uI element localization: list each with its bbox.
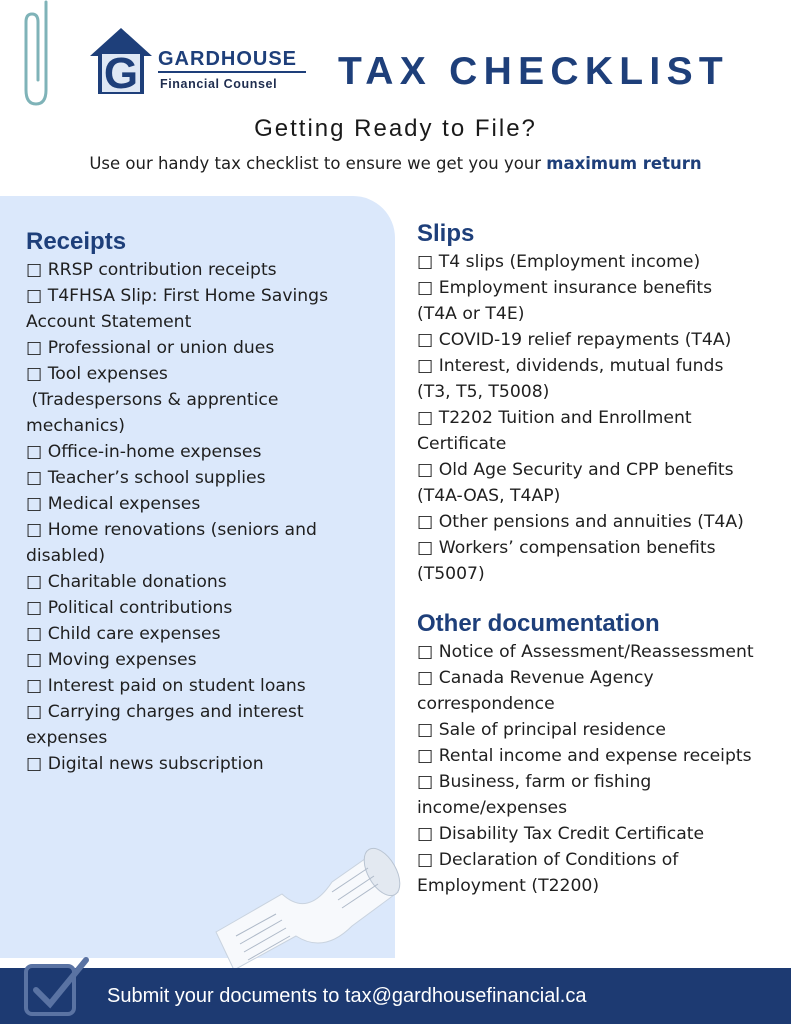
checkbox-glyph: □ (417, 824, 434, 844)
checkbox-glyph: □ (26, 676, 43, 696)
logo-letter: G (103, 49, 139, 96)
checkbox-glyph: □ (26, 494, 43, 514)
page-title: TAX CHECKLIST (338, 50, 730, 93)
checkbox-glyph: □ (417, 460, 434, 480)
checkbox-glyph: □ (417, 772, 434, 792)
paperclip-icon (16, 0, 56, 112)
checklist-item-text: Carrying charges and interest expenses (26, 702, 304, 748)
checklist-item-text: Declaration of Conditions of Employment (T2200) (417, 850, 679, 896)
checklist-item-text: Moving expenses (47, 650, 197, 670)
checklist-item-text: Office-in-home expenses (47, 442, 262, 462)
checkbox-glyph: □ (26, 702, 43, 722)
checklist-item (417, 821, 785, 847)
checklist-item (26, 439, 386, 465)
checklist-item-text: Tool expenses (Tradespersons & apprentice mechanics) (26, 364, 279, 436)
checklist-item (26, 491, 386, 517)
checkbox-glyph: □ (417, 668, 434, 688)
checkbox-glyph: □ (417, 746, 434, 766)
checklist-item (417, 717, 785, 743)
checklist-item-text: RRSP contribution receipts (47, 260, 277, 280)
house-logo-icon (88, 24, 154, 96)
checklist-item (417, 249, 785, 275)
checklist-item (26, 361, 386, 439)
intro-emphasis: maximum return (546, 154, 702, 173)
checkbox-glyph: □ (26, 598, 43, 618)
checkbox-glyph: □ (26, 468, 43, 488)
checkbox-glyph: □ (417, 330, 434, 350)
checkbox-glyph: □ (417, 252, 434, 272)
intro-lead: Use our handy tax checklist to ensure we get you your (89, 154, 547, 173)
checklist-item (26, 647, 386, 673)
checklist-item (417, 353, 785, 405)
checklist-item (26, 595, 386, 621)
checkbox-check-icon (20, 952, 92, 1020)
checklist-item-text: T4FHSA Slip: First Home Savings Account Statement (26, 286, 329, 332)
receipts-heading: Receipts (26, 228, 127, 255)
checkbox-glyph: □ (26, 754, 43, 774)
checkbox-glyph: □ (26, 260, 43, 280)
checklist-item (26, 699, 386, 751)
checkbox-glyph: □ (417, 278, 434, 298)
checklist-item (417, 847, 785, 899)
checklist-item-text: Notice of Assessment/Reassessment (438, 642, 754, 662)
checklist-item-text: T4 slips (Employment income) (438, 252, 701, 272)
receipt-roll-illustration (212, 832, 402, 972)
checklist-item (26, 517, 386, 569)
checklist-item (26, 569, 386, 595)
checklist-item (417, 639, 785, 665)
slips-list (417, 249, 785, 587)
checkbox-glyph: □ (417, 538, 434, 558)
other-documentation-list (417, 639, 785, 899)
brand-name: GARDHOUSE (158, 48, 306, 73)
checklist-item-text: Canada Revenue Agency correspondence (417, 668, 654, 714)
checklist-item (26, 751, 386, 777)
other-documentation-heading: Other documentation (417, 610, 660, 637)
checkbox-glyph: □ (417, 720, 434, 740)
checklist-item-text: Disability Tax Credit Certificate (438, 824, 705, 844)
checklist-item-text: Workers’ compensation benefits (T5007) (417, 538, 716, 584)
right-column (417, 219, 785, 899)
checklist-item (417, 327, 785, 353)
checklist-item (417, 769, 785, 821)
checklist-item-text: Sale of principal residence (438, 720, 666, 740)
checkbox-glyph: □ (26, 650, 43, 670)
checklist-item (417, 275, 785, 327)
checkbox-glyph: □ (26, 338, 43, 358)
checklist-item (417, 457, 785, 509)
checkbox-glyph: □ (26, 286, 43, 306)
checkbox-glyph: □ (417, 850, 434, 870)
checklist-item-text: Political contributions (47, 598, 233, 618)
checklist-item-text: Professional or union dues (47, 338, 275, 358)
checklist-item (26, 283, 386, 335)
checkbox-glyph: □ (26, 364, 43, 384)
checklist-item (417, 509, 785, 535)
checklist-item-text: Old Age Security and CPP benefits (T4A-OAS, T4AP) (417, 460, 734, 506)
checklist-item (417, 535, 785, 587)
checkbox-glyph: □ (26, 520, 43, 540)
checklist-item-text: Charitable donations (47, 572, 227, 592)
checklist-item-text: Child care expenses (47, 624, 221, 644)
checklist-item (26, 621, 386, 647)
receipts-section (26, 227, 386, 777)
checklist-item-text: Rental income and expense receipts (438, 746, 752, 766)
checklist-item-text: Other pensions and annuities (T4A) (438, 512, 744, 532)
checkbox-glyph: □ (26, 624, 43, 644)
checklist-item-text: Medical expenses (47, 494, 201, 514)
checklist-item (26, 335, 386, 361)
brand-tagline: Financial Counsel (160, 77, 278, 91)
checklist-item-text: Home renovations (seniors and disabled) (26, 520, 317, 566)
checklist-item-text: Digital news subscription (47, 754, 264, 774)
checklist-item-text: Interest paid on student loans (47, 676, 306, 696)
other-documentation-section (417, 609, 785, 899)
checkbox-glyph: □ (417, 512, 434, 532)
checklist-item (417, 665, 785, 717)
checklist-item-text: Teacher’s school supplies (47, 468, 266, 488)
checkbox-glyph: □ (417, 642, 434, 662)
checklist-item (26, 257, 386, 283)
checklist-item-text: Employment insurance benefits (T4A or T4E) (417, 278, 713, 324)
checkbox-glyph: □ (26, 572, 43, 592)
checklist-item (26, 465, 386, 491)
checklist-item-text: Business, farm or fishing income/expenses (417, 772, 652, 818)
intro-text (0, 154, 791, 173)
receipts-list (26, 257, 386, 777)
checklist-item-text: T2202 Tuition and Enrollment Certificate (417, 408, 692, 454)
checklist-item-text: Interest, dividends, mutual funds (T3, T5, T5008) (417, 356, 724, 402)
slips-heading: Slips (417, 220, 475, 247)
checkbox-glyph: □ (26, 442, 43, 462)
footer-text: Submit your documents to tax@gardhousefinancial.ca (107, 985, 587, 1007)
checklist-item (26, 673, 386, 699)
checkbox-glyph: □ (417, 408, 434, 428)
page-subtitle: Getting Ready to File? (254, 115, 537, 142)
checklist-item-text: COVID-19 relief repayments (T4A) (438, 330, 732, 350)
checklist-item (417, 405, 785, 457)
slips-section (417, 219, 785, 587)
checklist-item (417, 743, 785, 769)
checkbox-glyph: □ (417, 356, 434, 376)
